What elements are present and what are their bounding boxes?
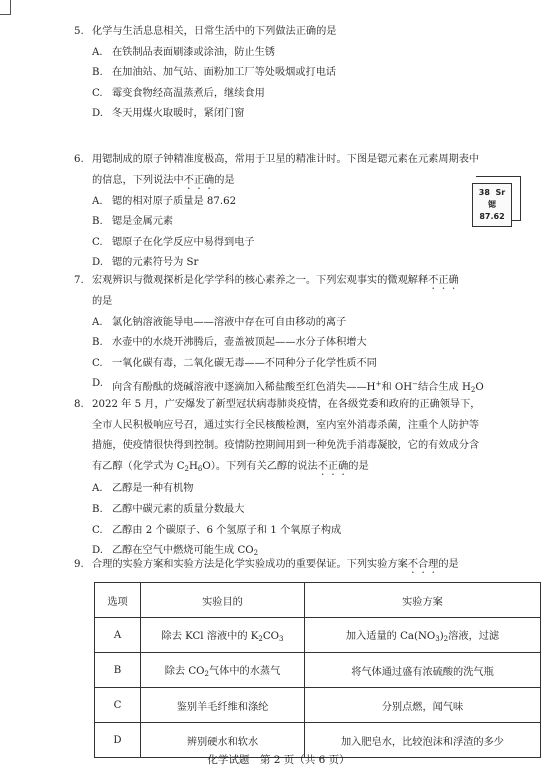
question-9 bbox=[74, 555, 542, 576]
option-label: B bbox=[95, 653, 141, 688]
question-stem-continued: 全市人民积极响应号召，通过实行全民核酸检测，室内室外消毒杀菌，注重个人防护等 bbox=[92, 419, 480, 431]
question-number: 9. bbox=[74, 559, 84, 570]
option-label: C bbox=[95, 688, 141, 723]
experiment-purpose: 除去 KCl 溶液中的 $K_2CO_3$ bbox=[141, 618, 305, 653]
option-label: D bbox=[95, 723, 141, 758]
option-c[interactable]: C. 乙醇由 2 个碳原子、6 个氢原子和 1 个氧原子构成 bbox=[92, 524, 342, 536]
option-a[interactable]: A. 氯化钠溶液能导电——溶液中存在可自由移动的离子 bbox=[92, 316, 347, 328]
option-c[interactable]: C. 锶原子在化学反应中易得到电子 bbox=[92, 236, 255, 248]
option-a[interactable]: A. 在铁制品表面刷漆或涂油，防止生锈 bbox=[92, 46, 275, 58]
question-stem-continued: 措施，使疫情很快得到控制。疫情防控期间用到一种免洗手消毒凝胶，它的有效成分含 bbox=[92, 440, 480, 452]
option-c[interactable]: C. 一氧化碳有毒，二氧化碳无毒——不同种分子化学性质不同 bbox=[92, 357, 377, 369]
table-row[interactable] bbox=[95, 688, 541, 723]
element-symbol: Sr bbox=[495, 188, 506, 197]
table-header: 实验方案 bbox=[305, 583, 541, 618]
question-stem-continued: 有乙醇（化学式为 $C_2H_6O$）。下列有关乙醇的说法不正确的是 bbox=[92, 460, 369, 473]
question-number: 7. bbox=[74, 275, 84, 286]
question-5 bbox=[74, 22, 542, 125]
option-b[interactable]: B. 锶是金属元素 bbox=[92, 216, 174, 228]
experiment-plan: 将气体通过盛有浓硫酸的洗气瓶 bbox=[305, 653, 541, 688]
experiment-plan: 加入适量的 $Ca(NO_3)_2$溶液，过滤 bbox=[305, 618, 541, 653]
atomic-number: 38 bbox=[478, 188, 490, 197]
question-stem: 宏观辨识与微观探析是化学学科的核心素养之一。下列宏观事实的微观解释不正确 bbox=[92, 275, 459, 286]
question-number: 6. bbox=[74, 154, 84, 165]
page-corner-mark bbox=[0, 0, 11, 15]
question-number: 5. bbox=[74, 26, 84, 37]
option-d[interactable]: D. 向含有酚酞的烧碱溶液中逐滴加入稀盐酸至红色消失——H+和 OH−结合生成 $H_2O$ bbox=[92, 378, 484, 395]
option-a[interactable]: A. 锶的相对原子质量是 87.62 bbox=[92, 195, 237, 207]
question-stem: 合理的实验方案和实验方法是化学实验成功的重要保证。下列实验方案不合理的是 bbox=[92, 559, 459, 570]
emphasis-text: 不正确 bbox=[428, 275, 459, 286]
table-row[interactable] bbox=[95, 618, 541, 653]
question-number: 8. bbox=[74, 399, 84, 410]
atomic-mass: 87.62 bbox=[479, 212, 505, 221]
question-stem-continued: 的信息，下列说法中不正确的是 bbox=[92, 174, 235, 186]
question-stem: 用锶制成的原子钟精准度极高，常用于卫星的精准计时。下图是锶元素在元素周期表中 bbox=[92, 154, 480, 165]
question-8 bbox=[74, 395, 542, 564]
experiment-table bbox=[94, 582, 541, 758]
emphasis-text: 不合理 bbox=[407, 559, 439, 570]
experiment-purpose: 除去 $CO_2$气体中的水蒸气 bbox=[141, 653, 305, 688]
question-stem: 化学与生活息息相关，日常生活中的下列做法正确的是 bbox=[92, 26, 337, 37]
option-d[interactable]: D. 乙醇在空气中燃烧可能生成 $CO_2$ bbox=[92, 545, 259, 558]
option-d[interactable]: D. 锶的元素符号为 Sr bbox=[92, 257, 199, 269]
element-name: 锶 bbox=[488, 200, 496, 209]
experiment-purpose: 鉴别羊毛纤维和涤纶 bbox=[141, 688, 305, 723]
table-header: 实验目的 bbox=[141, 583, 305, 618]
experiment-plan: 分别点燃，闻气味 bbox=[305, 688, 541, 723]
table-row[interactable] bbox=[95, 653, 541, 688]
element-cube-side bbox=[512, 176, 521, 221]
periodic-element-cell bbox=[472, 183, 512, 227]
table-header: 选项 bbox=[95, 583, 141, 618]
option-b[interactable]: B. 乙醇中碳元素的质量分数最大 bbox=[92, 503, 245, 515]
option-c[interactable]: C. 霉变食物经高温蒸煮后，继续食用 bbox=[92, 87, 265, 99]
experiment-plan: 加入肥皂水，比较泡沫和浮渣的多少 bbox=[305, 723, 541, 758]
option-b[interactable]: B. 水壶中的水烧开沸腾后，壶盖被顶起——水分子体积增大 bbox=[92, 337, 367, 349]
option-b[interactable]: B. 在加油站、加气站、面粉加工厂等处吸烟或打电话 bbox=[92, 67, 337, 79]
table-header-row bbox=[95, 583, 541, 618]
experiment-purpose: 辨别硬水和软水 bbox=[141, 723, 305, 758]
question-stem-continued: 的是 bbox=[92, 296, 113, 307]
option-a[interactable]: A. 乙醇是一种有机物 bbox=[92, 483, 194, 495]
option-d[interactable]: D. 冬天用煤火取暖时，紧闭门窗 bbox=[92, 108, 245, 120]
option-label: A bbox=[95, 618, 141, 653]
emphasis-text: 不正确 bbox=[183, 174, 215, 186]
page-footer: 化学试题 第 2 页（共 6 页） bbox=[207, 754, 350, 766]
question-7 bbox=[74, 271, 542, 401]
question-stem: 2022 年 5 月，广安爆发了新型冠状病毒肺炎疫情，在各级党委和政府的正确领导下， bbox=[92, 399, 481, 410]
emphasis-text: 不正确 bbox=[317, 460, 349, 472]
